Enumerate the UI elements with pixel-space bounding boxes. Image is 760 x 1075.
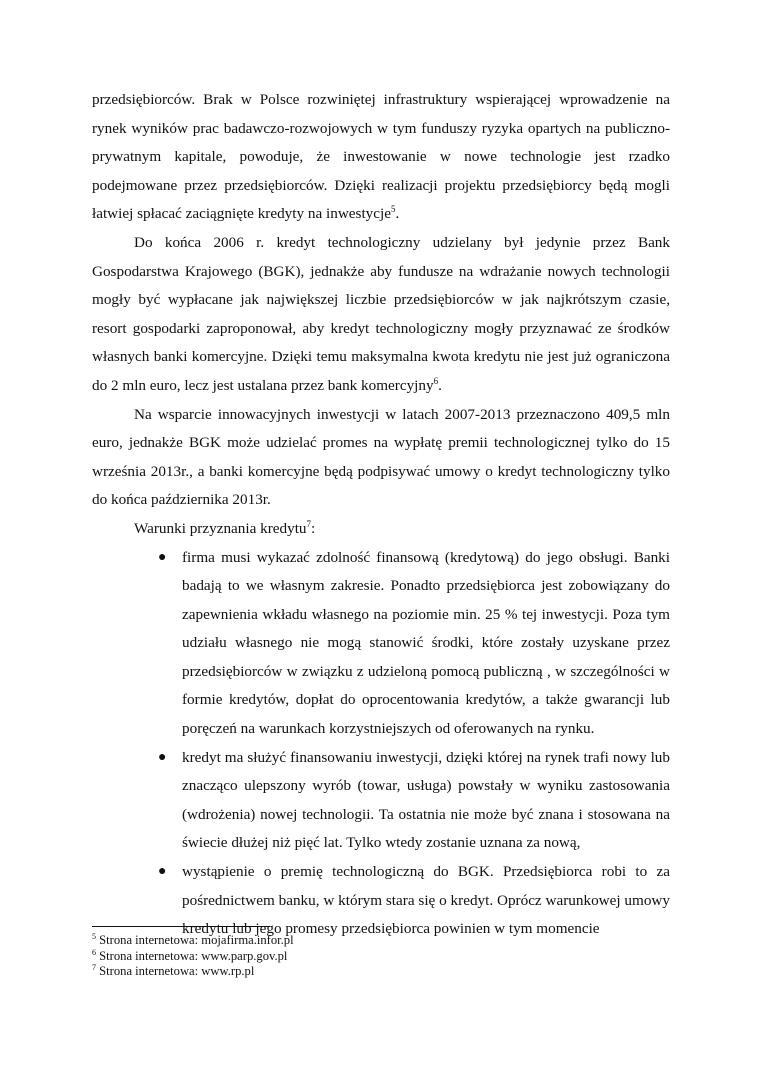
footnote-number: 6 [92, 947, 96, 957]
conditions-heading [134, 515, 670, 544]
conditions-heading-text: Warunki przyznania kredytu [134, 519, 307, 537]
footnote-ref-7: 7 [306, 518, 312, 529]
list-item [92, 858, 670, 944]
footnote-number: 7 [92, 963, 96, 972]
paragraph-2: Do końca 2006 r. kredyt technologiczny udzielany był jedynie przez Bank Gospodarstwa Krajowego (BGK), jednakże aby fundusze na wdrażanie nowych technologii mogły być wypłacane jak największej liczbie przedsiębiorców w jak najkrótszym czasie, resort gospodarki zaproponował, aby kredyt technologiczny mogły przyznawać ze środków własnych banki komercyjne. Dzięki temu maksymalna kwota kredytu nie jest już ograniczona do 2 mln euro, lecz jest ustalana przez bank komercyjny$^6$. [92, 233, 670, 394]
footnote-5 [92, 933, 670, 949]
footnotes [92, 933, 670, 980]
footnote-6 [92, 949, 670, 965]
list-item [92, 544, 670, 744]
footnote-text: Strona internetowa: www.parp.gov.pl [96, 948, 288, 963]
footnote-ref-6: 6 [433, 375, 439, 386]
footnote-text: Strona internetowa: mojafirma.infor.pl [96, 933, 294, 947]
conditions-list [92, 544, 670, 944]
footnote-7 [92, 964, 670, 980]
paragraph-1-text: przedsiębiorców. Brak w Polsce rozwiniętej infrastruktury wspierającej wprowadzenie na rynek wyników prac badawczo-rozwojowych w tym funduszy ryzyka opartych na publiczno-prywatnym kapitale, powoduje, że inwestowanie w nowe technologie jest rzadko podejmowane przez przedsiębiorców. Dzięki realizacji projektu przedsiębiorcy będą mogli łatwiej spłacać zaciągnięte kredyty na inwestycje [92, 91, 670, 223]
footnote-text: Strona internetowa: www.rp.pl [96, 964, 255, 979]
conditions-colon: : [311, 519, 316, 537]
list-item-text: kredyt ma służyć finansowaniu inwestycji, dzięki której na rynek trafi nowy lub znacząco ulepszony wyrób (towar, usługa) powstały w wyniku zastosowania (wdrożenia) nowej technologii. Ta ostatnia nie może być znana i stosowana na świecie dłużej niż pięć lat. Tylko wtedy zostanie uznana za nową, [182, 748, 670, 852]
document-page [92, 86, 670, 944]
bullet-icon: ● [158, 749, 167, 765]
list-item-text: firma musi wykazać zdolność finansową (kredytową) do jego obsługi. Banki badają to we własnym zakresie. Ponadto przedsiębiorca jest zobowiązany do zapewnienia wkładu własnego na poziomie min. 25 % tej inwestycji. Poza tym udziału własnego nie mogą stanowić środki, które zostały uzyskane przez przedsiębiorców w związku z udzieloną pomocą publiczną , w szczególności w formie kredytów, dopłat do oprocentowania kredytów, a także gwarancji lub poręczeń na warunkach korzystniejszych od oferowanych na rynku. [182, 548, 670, 738]
paragraph-2-text: Do końca 2006 r. kredyt technologiczny udzielany był jedynie przez Bank Gospodarstwa Krajowego (BGK), jednakże aby fundusze na wdrażanie nowych technologii mogły być wypłacane jak największej liczbie przedsiębiorców w jak najkrótszym czasie, resort gospodarki zaproponował, aby kredyt technologiczny mogły przyznawać ze środków własnych banki komercyjne. Dzięki temu maksymalna kwota kredytu nie jest już ograniczona do 2 mln euro, lecz jest ustalana przez bank komercyjny [92, 233, 670, 394]
footnote-ref-5: 5 [390, 204, 396, 215]
footnote-divider [92, 926, 270, 927]
list-item-text: wystąpienie o premię technologiczną do BGK. Przedsiębiorca robi to za pośrednictwem banku, w którym stara się o kredyt. Oprócz warunkowej umowy kredytu lub jego promesy przedsiębiorca powinien w tym momencie [182, 863, 670, 938]
bullet-icon: ● [158, 864, 167, 880]
list-item [92, 744, 670, 858]
footnote-number: 5 [92, 931, 96, 941]
paragraph-3: Na wsparcie innowacyjnych inwestycji w latach 2007-2013 przeznaczono 409,5 mln euro, jednakże BGK może udzielać promes na wypłatę premii technologicznej tylko do 15 września 2013r., a banki komercyjne będą podpisywać umowy o kredyt technologiczny tylko do końca października 2013r. [92, 405, 670, 509]
paragraph-1: przedsiębiorców. Brak w Polsce rozwiniętej infrastruktury wspierającej wprowadzenie na rynek wyników prac badawczo-rozwojowych w tym funduszy ryzyka opartych na publiczno-prywatnym kapitale, powoduje, że inwestowanie w nowe technologie jest rzadko podejmowane przez przedsiębiorców. Dzięki realizacji projektu przedsiębiorcy będą mogli łatwiej spłacać zaciągnięte kredyty na inwestycje$^5$. [92, 91, 670, 223]
bullet-icon: ● [158, 549, 167, 565]
